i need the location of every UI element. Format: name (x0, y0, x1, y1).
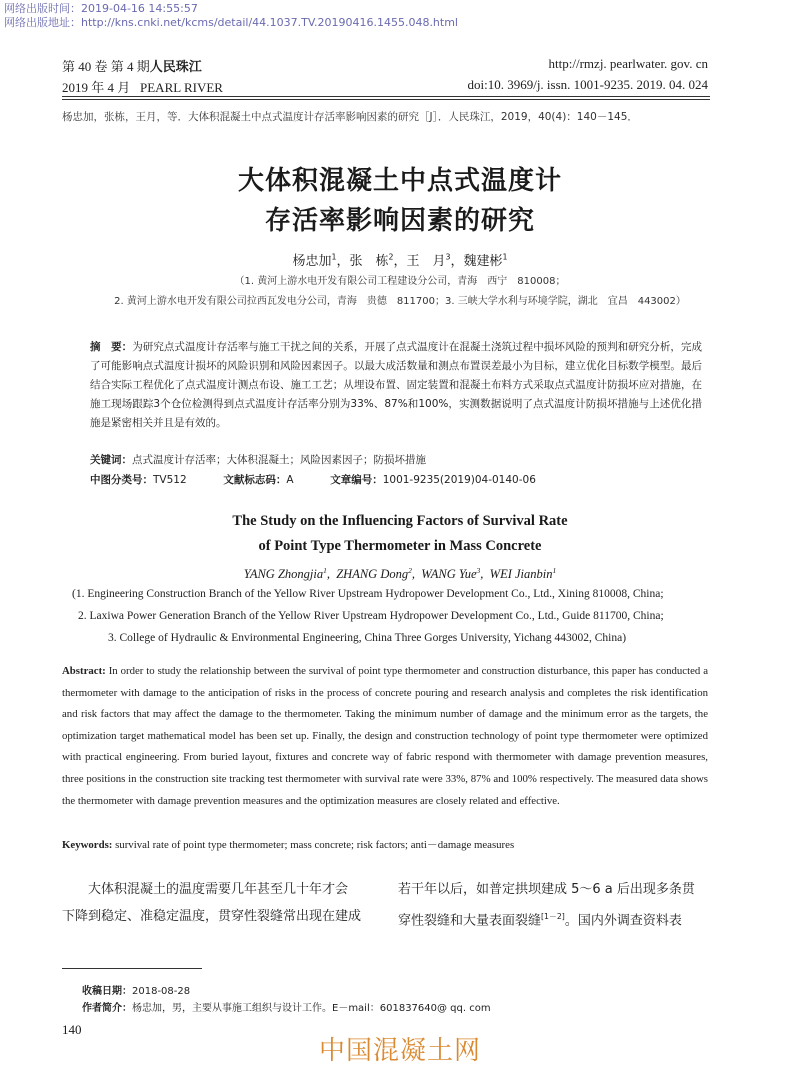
citation: 杨忠加，张栋，王月，等．大体积混凝土中点式温度计存活率影响因素的研究［J］．人民珠江，2019，40(4)：140－145． (62, 111, 638, 123)
journal-issue (62, 56, 202, 75)
author-en-4-sup: 1 (552, 566, 557, 575)
journal-name-en: PEARL RIVER (140, 80, 223, 95)
author-en-2-sup: 2 (408, 566, 412, 575)
author-en-4: WEI Jianbin (489, 567, 553, 582)
journal-name-cn: 人民珠江 (149, 60, 202, 75)
online-publish-time (4, 2, 198, 15)
keywords-cn-text: 点式温度计存活率；大体积混凝土；风险因素因子；防损坏措施 (132, 454, 426, 466)
body-right-line2 (398, 903, 710, 934)
online-publish-address (4, 16, 458, 29)
keywords-cn-label: 关键词： (90, 454, 132, 466)
article-no-label: 文章编号： (330, 474, 383, 486)
author-en-2: ZHANG Dong (336, 567, 409, 582)
body-right-line1: 若干年以后，如普定拱坝建成 5～6 a 后出现多条贯 (398, 882, 695, 897)
authors-en: YANG Zhongjia$^1$, ZHANG Dong$^2$, WANG Yue$^3$, WEI Jianbin$^1$ (243, 566, 557, 582)
online-address-link[interactable]: http://kns.cnki.net/kcms/detail/44.1037.TV.20190416.1455.048.html (81, 16, 458, 29)
clc-value: TV512 (153, 474, 187, 486)
journal-date-line (62, 77, 223, 96)
author-cn-2: 张 栋 (349, 254, 389, 269)
site-watermark: 中国混凝土网 (318, 1036, 481, 1066)
author-en-3-sup: 3 (476, 566, 481, 575)
footnote-author (82, 999, 491, 1014)
keywords-en-label: Keywords: (62, 839, 113, 851)
affiliation-cn-line1: （1. 黄河上游水电开发有限公司工程建设分公司，青海 西宁 810008； (234, 276, 566, 287)
abstract-en-text: In order to study the relationship between the survival of point type thermometer and construction disturbance, this paper has conducted a thermometer with damage to the anticipation of risks in the process of concrete pouring and research analysis and completes the risk identification and risk factors that may affect the damage to the thermometer. Taking the minimum number of damage and the minimum error as the targets, the optimization target mathematical model has been set up. Finally, the design and construction technology of point type thermometer were optimized with practical engineering. From buried layout, fixtures and concrete way of fabric respond with thermometer with damage prevention measures, three positions in the construction site tracking test thermometer with survival rate were 33%, 87% and 100% respectively. The measured data shows the thermometer with damage prevention measures and the optimization measures are closely related and effective. (62, 665, 708, 807)
abstract-en (62, 661, 708, 812)
journal-issue-text: 第 40 卷 第 4 期 (62, 59, 150, 74)
footnote-rule (62, 968, 202, 969)
author-cn-1-sup: 1 (331, 252, 337, 262)
title-cn-line1: 大体积混凝土中点式温度计 (237, 166, 562, 196)
online-address-label: 网络出版地址： (4, 16, 81, 29)
footnote-received (82, 982, 190, 997)
doc-code-value: A (286, 474, 294, 486)
title-cn-line2: 存活率影响因素的研究 (264, 206, 535, 236)
title-en-line1: The Study on the Influencing Factors of Survival Rate (232, 513, 568, 529)
author-en-3: WANG Yue (421, 567, 477, 582)
abstract-cn-label: 摘 要： (90, 341, 133, 353)
body-left-line2: 下降到稳定、准稳定温度，贯穿性裂缝常出现在建成 (62, 909, 362, 924)
reference-1-2[interactable]: [1－2] (541, 912, 565, 921)
author-cn-2-sup: 2 (388, 252, 394, 262)
journal-date: 2019 年 4 月 (62, 80, 131, 95)
journal-url[interactable]: http://rmzj. pearlwater. gov. cn (548, 56, 708, 71)
body-right-line2-tail: 。国内外调查资料表 (564, 913, 682, 929)
keywords-cn (90, 452, 702, 467)
affiliation-en-line2: 2. Laxiwa Power Generation Branch of the Yellow River Upstream Hydropower Development Co., Ltd., Guide 811700, China; (78, 610, 664, 622)
classification-line (90, 472, 536, 487)
keywords-en-text: survival rate of point type thermometer; mass concrete; risk factors; anti－damage measures (115, 839, 515, 851)
author-bio-label: 作者简介： (82, 1003, 132, 1014)
author-cn-3-sup: 3 (445, 252, 451, 262)
keywords-en (62, 837, 708, 852)
clc-label: 中图分类号： (90, 474, 153, 486)
author-en-1: YANG Zhongjia (243, 567, 324, 582)
author-en-1-sup: 1 (323, 566, 327, 575)
abstract-cn-text: 为研究点式温度计存活率与施工干扰之间的关系，开展了点式温度计在混凝土浇筑过程中损坏风险的预判和研究分析，完成了可能影响点式温度计损坏的风险识别和风险因素因子。以最大成活数量和测点布置误差最小为目标，建立优化目标数学模型。最后结合实际工程优化了点式温度计测点布设、施工工艺；从埋设布置、固定装置和混凝土布料方式采取点式温度计防损坏应对措施，在施工现场跟踪3个仓位检测得到点式温度计存活率分别为33%、87%和100%，实测数据说明了点式温度计防损坏措施与上述优化措施是紧密相关并且是有效的。 (90, 341, 703, 429)
body-left-column (62, 876, 372, 930)
author-cn-3: 王 月 (406, 254, 446, 269)
affiliation-en-line3: 3. College of Hydraulic & Environmental Engineering, China Three Gorges University, Yichang 443002, China) (108, 632, 627, 644)
online-time-value: 2019-04-16 14:55:57 (81, 2, 198, 15)
affiliation-cn-line2: 2. 黄河上游水电开发有限公司拉西瓦发电分公司，青海 贵德 811700；3. 三峡大学水利与环境学院，湖北 宜昌 443002） (114, 296, 686, 307)
header-rule-bottom (62, 99, 710, 100)
author-cn-4-sup: 1 (502, 252, 508, 262)
doc-code-label: 文献标志码： (223, 474, 287, 486)
abstract-cn (90, 338, 702, 433)
author-cn-1: 杨忠加 (292, 254, 332, 269)
body-left-line1: 大体积混凝土的温度需要几年甚至几十年才会 (88, 882, 349, 897)
received-value: 2018-08-28 (132, 986, 191, 997)
body-right-line2-text: 穿性裂缝和大量表面裂缝 (398, 913, 542, 929)
header-rule-top (62, 96, 710, 97)
body-right-column (398, 876, 710, 934)
affiliation-en-line1: (1. Engineering Construction Branch of the Yellow River Upstream Hydropower Development Co., Ltd., Xining 810008, China; (72, 588, 664, 600)
journal-doi: doi:10. 3969/j. issn. 1001-9235. 2019. 04. 024 (467, 77, 708, 92)
article-no-value: 1001-9235(2019)04-0140-06 (382, 474, 536, 486)
authors-cn: 杨忠加$^1$，张 栋$^2$，王 月$^3$，魏建彬$^1$ (292, 252, 508, 269)
author-bio-value: 杨忠加，男，主要从事施工组织与设计工作。E－mail：601837640@ qq. com (132, 1003, 491, 1014)
title-en-line2: of Point Type Thermometer in Mass Concrete (258, 538, 542, 554)
page-number: 140 (62, 1022, 82, 1037)
online-time-label: 网络出版时间： (4, 2, 81, 15)
abstract-en-label: Abstract: (62, 665, 106, 677)
author-cn-4: 魏建彬 (463, 254, 503, 269)
received-label: 收稿日期： (82, 986, 132, 997)
